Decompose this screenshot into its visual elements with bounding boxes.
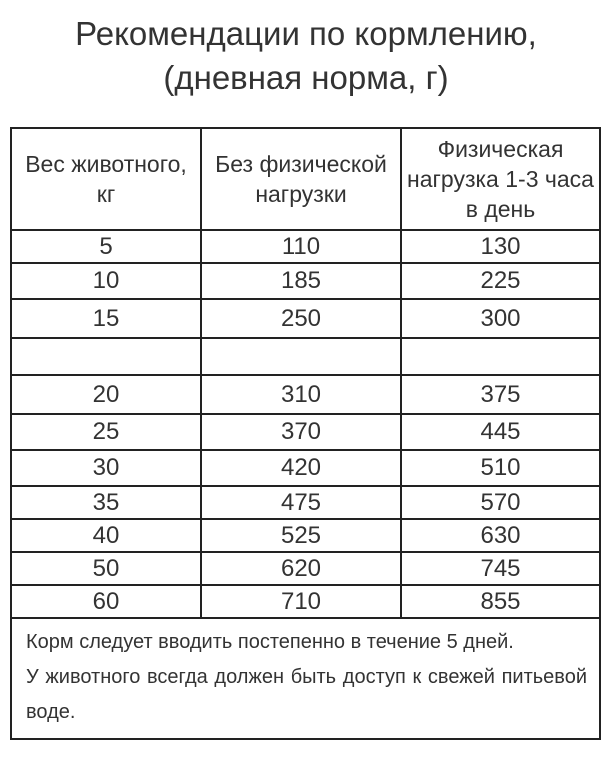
header-weight: Вес животного, кг <box>11 128 201 230</box>
page-title <box>0 12 612 100</box>
table-row <box>11 519 600 552</box>
table-row <box>11 552 600 585</box>
notes-row <box>11 618 600 739</box>
cell-weight: 40 <box>11 519 201 552</box>
cell-no-load: 110 <box>201 230 401 263</box>
cell-no-load: 185 <box>201 263 401 299</box>
cell-load: 445 <box>401 414 600 450</box>
title-line-1: Рекомендации по кормлению, <box>75 15 537 52</box>
feeding-table <box>10 127 601 740</box>
note-gradual-intro: Корм следует вводить постепенно в течение 5 дней. <box>26 631 514 653</box>
cell-weight: 35 <box>11 486 201 519</box>
cell-weight: 10 <box>11 263 201 299</box>
cell-load: 225 <box>401 263 600 299</box>
table-row <box>11 299 600 338</box>
cell-load: 375 <box>401 375 600 414</box>
cell-load: 130 <box>401 230 600 263</box>
cell-weight: 30 <box>11 450 201 486</box>
table-row <box>11 585 600 618</box>
cell-no-load: 620 <box>201 552 401 585</box>
cell-load: 570 <box>401 486 600 519</box>
cell-no-load: 250 <box>201 299 401 338</box>
table-row <box>11 414 600 450</box>
cell-weight <box>11 338 201 375</box>
cell-load: 510 <box>401 450 600 486</box>
cell-no-load: 370 <box>201 414 401 450</box>
note-fresh-water: У животного всегда должен быть доступ к свежей питьевой воде. <box>26 666 587 723</box>
cell-weight: 5 <box>11 230 201 263</box>
cell-weight: 25 <box>11 414 201 450</box>
table-header-row <box>11 128 600 230</box>
notes-cell <box>11 618 600 739</box>
cell-load: 745 <box>401 552 600 585</box>
cell-no-load: 310 <box>201 375 401 414</box>
table-row <box>11 486 600 519</box>
title-line-2: (дневная норма, г) <box>163 59 449 96</box>
cell-no-load: 710 <box>201 585 401 618</box>
cell-no-load: 475 <box>201 486 401 519</box>
cell-weight: 60 <box>11 585 201 618</box>
table-row <box>11 450 600 486</box>
cell-load: 855 <box>401 585 600 618</box>
table-row <box>11 263 600 299</box>
cell-weight: 50 <box>11 552 201 585</box>
header-no-load: Без физической нагрузки <box>201 128 401 230</box>
cell-load: 300 <box>401 299 600 338</box>
table-row <box>11 375 600 414</box>
cell-no-load: 525 <box>201 519 401 552</box>
cell-load <box>401 338 600 375</box>
cell-no-load: 420 <box>201 450 401 486</box>
table-row <box>11 230 600 263</box>
cell-no-load <box>201 338 401 375</box>
cell-weight: 20 <box>11 375 201 414</box>
header-load: Физическая нагрузка 1-3 часа в день <box>401 128 600 230</box>
cell-weight: 15 <box>11 299 201 338</box>
table-row-empty <box>11 338 600 375</box>
cell-load: 630 <box>401 519 600 552</box>
